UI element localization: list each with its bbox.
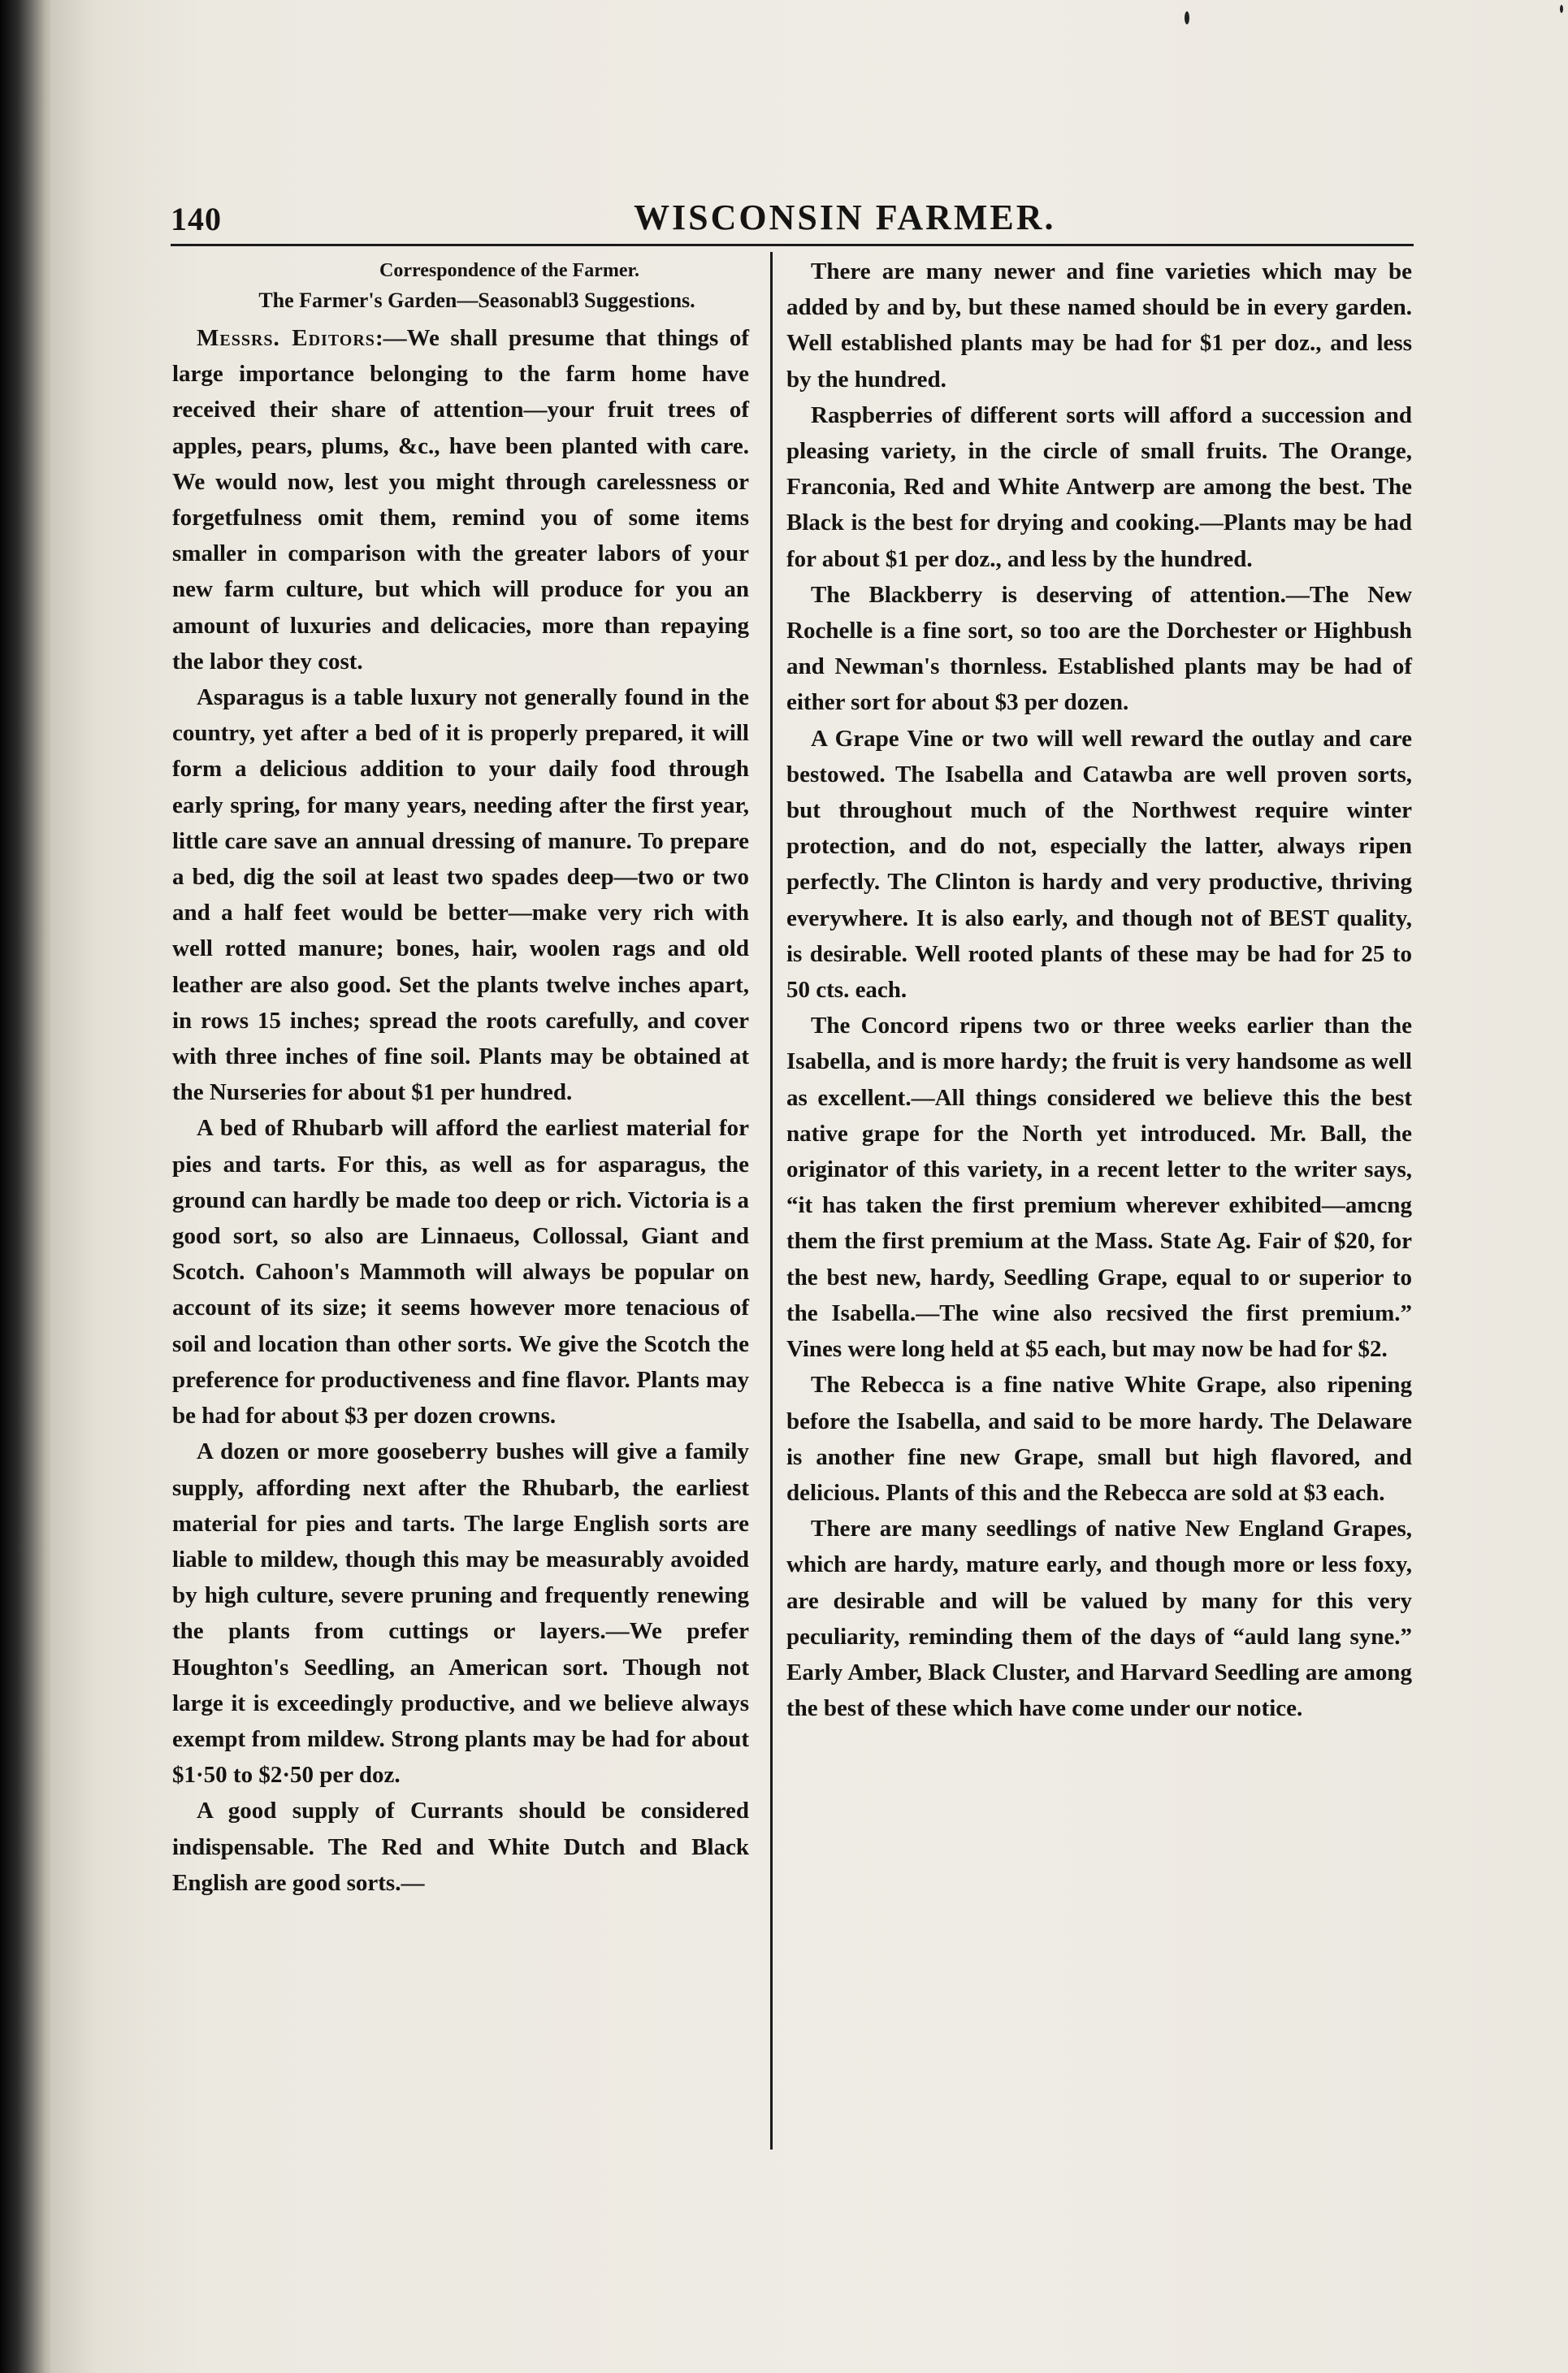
paragraph: Raspberries of different sorts will afford a succession and pleasing variety, in the circle of small fruits. The Orange, Franconia, Red and White Antwerp are among the best. The Black is the best for drying and cooking.—Plants may be had for about $1 per doz., and less by the hundred. xyxy=(786,401,1412,572)
paragraph: A bed of Rhubarb will afford the earliest material for pies and tarts. For this, as well as for asparagus, the ground can hardly be made too deep or rich. Victoria is a good sort, so also are Linnaeus, Collossal, Giant and Scotch. Cahoon's Mammoth will always be popular on account of its size; it seems however more tenacious of soil and location than other sorts. We give the Scotch the preference for productiveness and fine flavor. Plants may be had for about $3 per dozen crowns. xyxy=(172,1115,749,1429)
paragraph: There are many seedlings of native New England Grapes, which are hardy, mature early, and though more or less foxy, are desirable and will be valued by many for this very peculiarity, reminding them of the days of “auld lang syne.” Early Amber, Black Cluster, and Harvard Seedling are among the best of these which have come under our notice. xyxy=(786,1516,1412,1722)
ink-speck xyxy=(1185,11,1189,24)
paragraph: A good supply of Currants should be considered indispensable. The Red and White Dutch and Black English are good sorts.— xyxy=(172,1798,749,1896)
paragraph: The Rebecca is a fine native White Grape, also ripening before the Isabella, and said to be more hardy. The Delaware is another fine new Grape, small but high flavored, and delicious. Plants of this and the Rebecca are sold at $3 each. xyxy=(786,1372,1412,1506)
article-headline: The Farmer's Garden—Seasonabl3 Suggestions. xyxy=(258,288,695,312)
paragraph: A Grape Vine or two will well reward the outlay and care bestowed. The Isabella and Catawba are well proven sorts, but throughout much of the Northwest require winter protection, and do not, especially the latter, always ripen perfectly. The Clinton is hardy and very productive, thriving everywhere. It is also early, and though not of BEST quality, is desirable. Well rooted plants of these may be had for 25 to 50 cts. each. xyxy=(786,725,1412,1004)
paragraph: There are many newer and fine varieties which may be added by and by, but these named should be in every garden. Well established plants may be had for $1 per doz., and less by the hundred. xyxy=(786,258,1412,393)
paragraph: Asparagus is a table luxury not generally found in the country, yet after a bed of it is properly prepared, it will form a delicious addition to your daily food through early spring, for many years, needing after the first year, little care save an annual dressing of manure. To prepare a bed, dig the soil at least two spades deep—two or two and a half feet would be better—make very rich with well rotted manure; bones, hair, woolen rags and old leather are also good. Set the plants twelve inches apart, in rows 15 inches; spread the roots carefully, and cover with three inches of fine soil. Plants may be obtained at the Nurseries for about $1 per hundred. xyxy=(172,684,749,1106)
page-header xyxy=(171,195,1414,244)
page-number: 140 xyxy=(171,201,222,237)
journal-title: WISCONSIN FARMER. xyxy=(634,197,1056,237)
column-divider xyxy=(770,252,773,2150)
ink-speck xyxy=(1560,5,1563,13)
book-spine-shadow xyxy=(0,0,57,2373)
paragraph: The Concord ripens two or three weeks earlier than the Isabella, and is more hardy; the fruit is very handsome as well as excellent.—All things considered we believe this the best native grape for the North yet introduced. Mr. Ball, the originator of this variety, in a recent letter to the writer says, “it has taken the first premium wherever exhibited—amcng them the first premium at the Mass. State Ag. Fair of $20, for the best new, hardy, Seedling Grape, equal to or superior to the Isabella.—The wine also recsived the first premium.” Vines were long held at $5 each, but may now be had for $2. xyxy=(786,1013,1412,1363)
salutation: Messrs. Editors xyxy=(197,325,375,351)
article-kicker: Correspondence of the Farmer. xyxy=(379,260,639,281)
paragraph: Messrs. Editors:—We shall presume that things of large importance belonging to the farm home have received their share of attention—your fruit trees of apples, pears, plums, &c., have been planted with care. We would now, lest you might through carelessness or forgetfulness omit them, remind you of some items smaller in comparison with the greater labors of your new farm culture, but which will produce for you an amount of luxuries and delicacies, more than repaying the labor they cost. xyxy=(172,325,749,675)
left-column xyxy=(172,254,749,1901)
right-column xyxy=(786,254,1412,1726)
header-rule xyxy=(171,244,1414,246)
paragraph: A dozen or more gooseberry bushes will give a family supply, affording next after the Rhubarb, the earliest material for pies and tarts. The large English sorts are liable to mildew, though this may be measurably avoided by high culture, severe pruning and frequently renewing the plants from cuttings or layers.—We prefer Houghton's Seedling, an American sort. Though not large it is exceedingly productive, and we believe always exempt from mildew. Strong plants may be had for about $1·50 to $2·50 per doz. xyxy=(172,1438,749,1789)
paragraph: The Blackberry is deserving of attention.—The New Rochelle is a fine sort, so too are the Dorchester or Highbush and Newman's thornless. Established plants may be had of either sort for about $3 per dozen. xyxy=(786,581,1412,716)
